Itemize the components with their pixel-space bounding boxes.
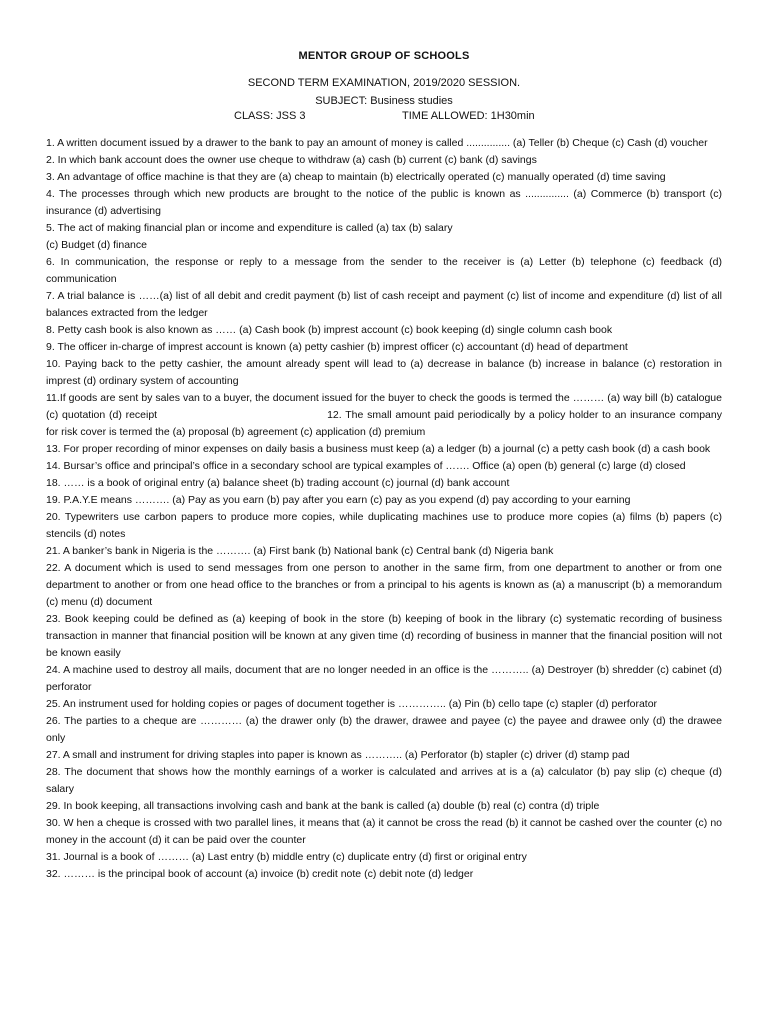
question-11-12-block [46,390,722,441]
question-3: 3. An advantage of office machine is that they are (a) cheap to maintain (b) electrically operated (c) manually operated (d) time saving [46,171,666,183]
question-6: 6. In communication, the response or reply to a message from the sender to the receiver is (a) Letter (b) telephone (c) feedback (d) communication [46,256,722,285]
question-19: 19. P.A.Y.E means ………. (a) Pay as you earn (b) pay after you earn (c) pay as you expend (d) pay according to your earning [46,494,631,506]
class-label: CLASS: JSS 3 [234,110,306,122]
question-2: 2. In which bank account does the owner use cheque to withdraw (a) cash (b) current (c) bank (d) savings [46,154,537,166]
class-time-row [46,110,722,125]
question-7: 7. A trial balance is ……(a) list of all debit and credit payment (b) list of cash receipt and payment (c) list of income and expenditure (d) list of all balances extracted from the ledger [46,290,722,319]
exam-title: SECOND TERM EXAMINATION, 2019/2020 SESSION. [247,77,521,89]
question-4: 4. The processes through which new products are brought to the notice of the public is known as ............... (a) Commerce (b) transport (c) insurance (d) advertising [46,188,722,217]
question-8: 8. Petty cash book is also known as …… (a) Cash book (b) imprest account (c) book keeping (d) single column cash book [46,324,613,336]
question-9: 9. The officer in-charge of imprest account is known (a) petty cashier (b) imprest officer (c) accountant (d) head of department [46,341,628,353]
question-21: 21. A banker’s bank in Nigeria is the ………. (a) First bank (b) National bank (c) Central bank (d) Nigeria bank [46,545,554,557]
question-5-continued: (c) Budget (d) finance [46,239,147,251]
question-32: 32. ……… is the principal book of account (a) invoice (b) credit note (c) debit note (d) ledger [46,868,474,880]
question-12: 12. The small amount paid periodically by a policy holder to an insurance company for risk cover is termed the (a) proposal (b) agreement (c) application (d) premium [46,409,722,438]
question-24: 24. A machine used to destroy all mails, document that are no longer needed in an office is the ……….. (a) Destroyer (b) shredder (c) cabinet (d) perforator [46,664,722,693]
school-name: MENTOR GROUP OF SCHOOLS [298,50,470,62]
question-29: 29. In book keeping, all transactions involving cash and bank at the bank is called (a) double (b) real (c) contra (d) triple [46,800,600,812]
question-30: 30. W hen a cheque is crossed with two parallel lines, it means that (a) it cannot be cross the read (b) it cannot be cashed over the counter (c) no money in the account (d) it can be paid over the counter [46,817,722,846]
question-14: 14. Bursar’s office and principal’s office in a secondary school are typical examples of ……. Office (a) open (b) general (c) large (d) closed [46,460,686,472]
question-20: 20. Typewriters use carbon papers to produce more copies, while duplicating machines use to produce more copies (a) films (b) papers (c) stencils (d) notes [46,511,722,540]
question-18: 18. …… is a book of original entry (a) balance sheet (b) trading account (c) journal (d) bank account [46,477,510,489]
question-25: 25. An instrument used for holding copies or pages of document together is ………….. (a) Pin (b) cello tape (c) stapler (d) perforator [46,698,658,710]
question-list [46,135,722,883]
question-1: 1. A written document issued by a drawer to the bank to pay an amount of money is called ............... (a) Teller (b) Cheque (c) Cash (d) voucher [46,137,708,149]
question-22: 22. A document which is used to send messages from one person to another in the same firm, from one department to another or from one department to another or from one head office to the branches or from a principal to his agents is known as (a) a manuscript (b) a memorandum (c) menu (d) document [46,562,722,608]
question-26: 26. The parties to a cheque are ………… (a) the drawer only (b) the drawer, drawee and payee (c) the payee and drawee only (d) the drawee only [46,715,722,744]
question-23: 23. Book keeping could be defined as (a) keeping of book in the store (b) keeping of book in the library (c) systematic recording of business transaction in manner that financial position will be known at any given time (d) recording of business in manner that the financial position will not be known easily [46,613,722,659]
question-27: 27. A small and instrument for driving staples into paper is known as ……….. (a) Perforator (b) stapler (c) driver (d) stamp pad [46,749,630,761]
question-28: 28. The document that shows how the monthly earnings of a worker is calculated and arrives at is a (a) calculator (b) pay slip (c) cheque (d) salary [46,766,722,795]
question-10: 10. Paying back to the petty cashier, the amount already spent will lead to (a) decrease in balance (b) increase in balance (c) restoration in imprest (d) ordinary system of accounting [46,358,722,387]
question-13: 13. For proper recording of minor expenses on daily basis a business must keep (a) a ledger (b) a journal (c) a petty cash book (d) a cash book [46,443,711,455]
question-5: 5. The act of making financial plan or income and expenditure is called (a) tax (b) salary [46,222,453,234]
question-11: 11.If goods are sent by sales van to a buyer, the document issued for the buyer to check the goods is termed the ……… (a) way bill (b) catalogue (c) quotation (d) receipt [46,392,722,421]
time-allowed: TIME ALLOWED: 1H30min [402,110,535,122]
subject-line: SUBJECT: Business studies [315,95,453,107]
question-31: 31. Journal is a book of ……… (a) Last entry (b) middle entry (c) duplicate entry (d) first or original entry [46,851,527,863]
